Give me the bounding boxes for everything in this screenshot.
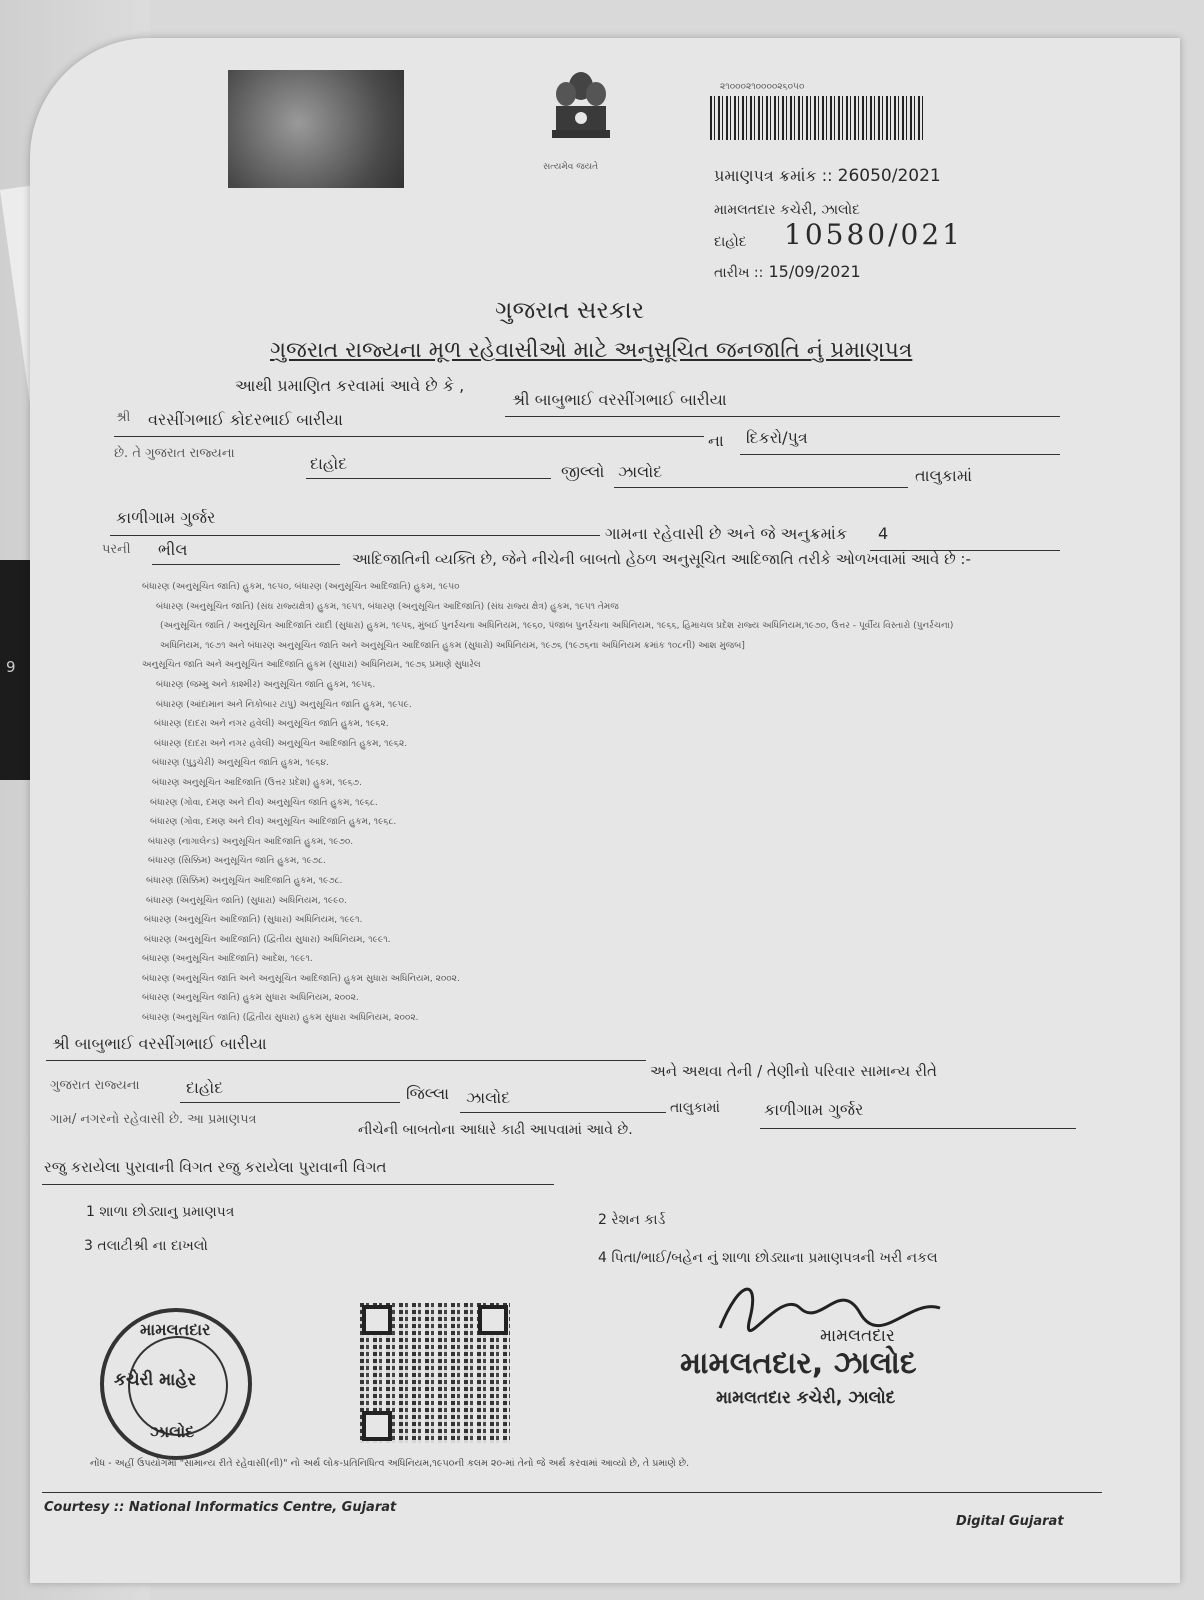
- village-2: કાળીગામ ગુર્જર: [764, 1100, 864, 1119]
- proofs-heading: રજુ કરાયેલા પુરાવાની વિગત રજુ કરાયેલા પુરાવાની વિગત: [44, 1158, 387, 1176]
- talukama-label-2: તાલુકામાં: [670, 1100, 720, 1116]
- qr-finder: [362, 1305, 392, 1335]
- order-item: બંધારણ (આંદામાન અને નિકોબાર ટાપુ) અનુસૂચિત જાતિ હુકમ, ૧૯૫૯.: [156, 699, 412, 710]
- intro-text: આથી પ્રમાણિત કરવામાં આવે છે કે ,: [235, 376, 465, 395]
- na-label: ના: [708, 431, 724, 450]
- order-item: બંધારણ (અનુસૂચિત જાતિ) (સુધારા) અધિનિયમ, ૧૯૯૦.: [146, 895, 347, 906]
- order-item: (અનુસૂચિત જાતિ / અનુસૂચિત આદિજાતિ યાદી (સુધારા) હુકમ, ૧૯૫૬, મુંબઈ પુનર્રચના અધિનિયમ, ૧૯૬૦, પંજાબ પુનર્રચના અધિનિયમ, ૧૯૬૬, હિમાચલ પ્રદેશ રાજ્ય અધિનિયમ,૧૯૭૦, ઉત્તર - પૂર્વીય વિસ્તારો (પુનર્રચના): [160, 621, 954, 632]
- talukama-label: તાલુકામાં: [915, 466, 973, 485]
- signature-name: મામલતદાર: [820, 1326, 895, 1346]
- seal-bottom-text: ઝાલોદ: [150, 1422, 195, 1441]
- tribe-text: આદિજાતિની વ્યક્તિ છે, જેને નીચેની બાબતો હેઠળ અનુસૂચિત આદિજાતિ તરીકે ઓળખવામાં આવે છે :-: [352, 550, 971, 568]
- underline: [42, 1184, 554, 1185]
- district: દાહોદ: [310, 454, 348, 473]
- resident-text: ગામના રહેવાસી છે અને જે અનુક્રમાંક: [605, 524, 848, 543]
- certificate-title: ગુજરાત રાજ્યના મૂળ રહેવાસીઓ માટે અનુસૂચિત જનજાતિ નું પ્રમાણપત્ર: [270, 338, 913, 363]
- order-item: બંધારણ (ગોવા, દમણ અને દીવ) અનુસૂચિત આદિજાતિ હુકમ, ૧૯૬૮.: [150, 817, 397, 828]
- order-item: બંધારણ (અનુસૂચિત જાતિ) (સંઘ રાજ્યક્ષેત્ર) હુકમ, ૧૯૫૧, બંધારણ (અનુસૂચિત આદિજાતિ) (સંઘ રાજ્ય ક્ષેત્ર) હુકમ, ૧૯૫૧ તેમજ: [156, 601, 619, 612]
- order-item: બંધારણ (અનુસૂચિત જાતિ) હુકમ, ૧૯૫૦, બંધારણ (અનુસૂચિત આદિજાતિ) હુકમ, ૧૯૫૦: [142, 582, 460, 592]
- certificate-date-label: તારીખ ::: [714, 265, 764, 281]
- underline: [614, 487, 908, 488]
- underline: [152, 564, 340, 565]
- order-item: બંધારણ (અનુસૂચિત જાતિ અને અનુસૂચિત આદિજાતિ) હુકમ સુધારા અધિનિયમ, ૨૦૦૨.: [142, 973, 460, 984]
- order-item: બંધારણ (દાદરા અને નગર હવેલી) અનુસૂચિત જાતિ હુકમ, ૧૯૬૨.: [154, 719, 389, 730]
- certificate-date: [714, 262, 861, 281]
- jillo-label: જીલ્લો: [561, 462, 605, 481]
- underline: [114, 436, 704, 437]
- footnote: નોંધ - અહીં ઉપયોગમાં "સામાન્ય રીતે રહેવાસી(ની)" નો અર્થ લોક-પ્રતિનિધિત્વ અધિનિયમ,૧૯૫૦ની કલમ ૨૦-માં તેનો જે અર્થ કરવામાં આવ્યો છે, તે પ્રમાણે છે.: [90, 1458, 690, 1469]
- family-text: અને અથવા તેની / તેણીનો પરિવાર સામાન્ય રીતે: [650, 1062, 937, 1080]
- qr-finder: [478, 1305, 508, 1335]
- certificate-number-label: પ્રમાણપત્ર ક્રમાંક ::: [714, 166, 833, 185]
- barcode: [710, 96, 924, 140]
- seal-middle-text: કચેરી માહેર: [114, 1370, 197, 1390]
- jilla-label: જિલ્લા: [406, 1084, 450, 1103]
- digital-gujarat-text: Digital Gujarat: [956, 1514, 1064, 1529]
- qr-finder: [362, 1411, 392, 1441]
- underline: [460, 1112, 666, 1113]
- district-2: દાહોદ: [186, 1078, 224, 1097]
- serial-number: 4: [878, 524, 889, 543]
- certificate-date-value: 15/09/2021: [768, 262, 861, 281]
- order-item: અનુસૂચિત જાતિ અને અનુસૂચિત આદિજાતિ હુકમ (સુધારા) અધિનિયમ, ૧૯૭૬ પ્રમાણે સુધારેલ: [142, 660, 481, 671]
- underline: [110, 535, 600, 536]
- proof-item: 4 પિતા/ભાઈ/બહેન નું શાળા છોડ્યાના પ્રમાણપત્રની ખરી નકલ: [598, 1250, 938, 1266]
- order-item: બંધારણ (સિક્કિમ) અનુસૂચિત આદિજાતિ હુકમ, ૧૯૭૮.: [146, 875, 343, 886]
- resident-text-2: ગામ/ નગરનો રહેવાસી છે. આ પ્રમાણપત્ર: [50, 1112, 257, 1127]
- order-item: બંધારણ (ગોવા, દમણ અને દીવ) અનુસૂચિત જાતિ હુકમ, ૧૯૬૮.: [150, 797, 378, 808]
- underline: [306, 478, 551, 479]
- underline: [180, 1102, 400, 1103]
- order-item: બંધારણ (પુડુચેરી) અનુસૂચિત જાતિ હુકમ, ૧૯૬૪.: [152, 758, 329, 769]
- state-prefix-2: ગુજરાત રાજ્યના: [50, 1078, 140, 1093]
- certificate-number-value: 26050/2021: [837, 166, 941, 186]
- courtesy-text: Courtesy :: National Informatics Centre, Gujarat: [44, 1500, 397, 1515]
- order-item: બંધારણ (દાદરા અને નગર હવેલી) અનુસૂચિત આદિજાતિ હુકમ, ૧૯૬૨.: [154, 738, 408, 749]
- background-mark: 9: [6, 658, 16, 676]
- underline: [46, 1060, 646, 1061]
- order-item: બંધારણ (અનુસૂચિત આદિજાતિ) આદેશ, ૧૯૯૧.: [142, 954, 313, 965]
- taluka-2: ઝાલોદ: [466, 1088, 511, 1107]
- order-item: બંધારણ (અનુસૂચિત આદિજાતિ) (સુધારા) અધિનિયમ, ૧૯૯૧.: [144, 915, 363, 926]
- order-item: બંધારણ (અનુસૂચિત આદિજાતિ) (દ્વિતીય સુધારા) અધિનિયમ, ૧૯૯૧.: [144, 934, 391, 945]
- signatory-title: મામલતદાર, ઝાલોદ: [680, 1346, 917, 1381]
- village: કાળીગામ ગુર્જર: [116, 508, 216, 527]
- relation: દિકરો/પુત્ર: [746, 428, 808, 447]
- person-name: શ્રી બાબુભાઈ વરસીંગભાઈ બારીયા: [512, 390, 727, 409]
- qr-code: [360, 1303, 510, 1443]
- state-prefix: છે. તે ગુજરાત રાજ્યના: [114, 446, 235, 461]
- order-item: બંધારણ (જમ્મુ અને કાશ્મીર) અનુસૂચિત જાતિ હુકમ, ૧૯૫૬.: [156, 679, 376, 690]
- sri-label: શ્રી: [116, 410, 131, 425]
- order-item: બંધારણ (અનુસૂચિત જાતિ) હુકમ સુધારા અધિનિયમ, ૨૦૦૨.: [142, 993, 359, 1004]
- signatory-office: મામલતદાર કચેરી, ઝાલોદ: [716, 1388, 896, 1408]
- taluka: ઝાલોદ: [618, 462, 663, 481]
- orders-list: [142, 578, 953, 1029]
- underline: [740, 454, 1060, 455]
- applicant-photo: [228, 70, 404, 188]
- underline: [760, 1128, 1076, 1129]
- office-name: મામલતદાર કચેરી, ઝાલોદ: [714, 202, 860, 218]
- proof-item: 1 શાળા છોડ્યાનુ પ્રમાણપત્ર: [86, 1204, 235, 1220]
- certificate-document: [30, 38, 1180, 1583]
- emblem-caption: સત્યમેવ જયતે: [543, 162, 599, 172]
- office-seal: [100, 1308, 252, 1460]
- father-name: વરસીંગભાઈ કોદરભાઈ બારીયા: [148, 410, 343, 429]
- order-item: બંધારણ (અનુસૂચિત જાતિ) (દ્વિતીય સુધારા) હુકમ સુધારા અધિનિયમ, ૨૦૦૨.: [142, 1013, 419, 1024]
- tribe-name: ભીલ: [158, 540, 188, 559]
- underline: [505, 416, 1060, 417]
- seal-top-text: મામલતદાર: [140, 1320, 211, 1339]
- order-item: બંધારણ (સિક્કિમ) અનુસૂચિત જાતિ હુકમ, ૧૯૭૮.: [148, 856, 326, 867]
- basis-text: નીચેની બાબતોના આધારે કાઢી આપવામાં આવે છે.: [358, 1122, 633, 1138]
- parni-label: પરની: [102, 542, 131, 557]
- person-name-2: શ્રી બાબુભાઈ વરસીંગભાઈ બારીયા: [52, 1034, 267, 1053]
- order-item: અધિનિયમ, ૧૯૭૧ અને બંધારણ અનુસૂચિત જાતિ અને અનુસૂચિત આદિજાતિ હુકમ (સુધારો) અધિનિયમ, ૧૯૭૬ (૧૯૭૬ના અધિનિયમ ક્રમાંક ૧૦૮ની) આશ મુજબ]: [160, 640, 745, 651]
- certificate-number: [714, 166, 941, 186]
- order-item: બંધારણ અનુસૂચિત આદિજાતિ (ઉત્તર પ્રદેશ) હુકમ, ૧૯૬૭.: [152, 777, 362, 788]
- footer-divider: [42, 1492, 1102, 1493]
- barcode-number: ૨૧૦૦૦૨૧૦૦૦૦૨૬૦૫૦: [720, 82, 805, 92]
- proof-item: 2 રેશન કાર્ડ: [598, 1212, 666, 1228]
- government-name: ગુજરાત સરકાર: [495, 296, 645, 324]
- handwritten-number: 10580/021: [784, 218, 963, 251]
- dahod-label: દાહોદ: [714, 234, 747, 250]
- order-item: બંધારણ (નાગાલેન્ડ) અનુસૂચિત આદિજાતિ હુકમ, ૧૯૭૦.: [148, 836, 354, 847]
- proof-item: 3 તલાટીશ્રી ના દાખલો: [84, 1238, 208, 1254]
